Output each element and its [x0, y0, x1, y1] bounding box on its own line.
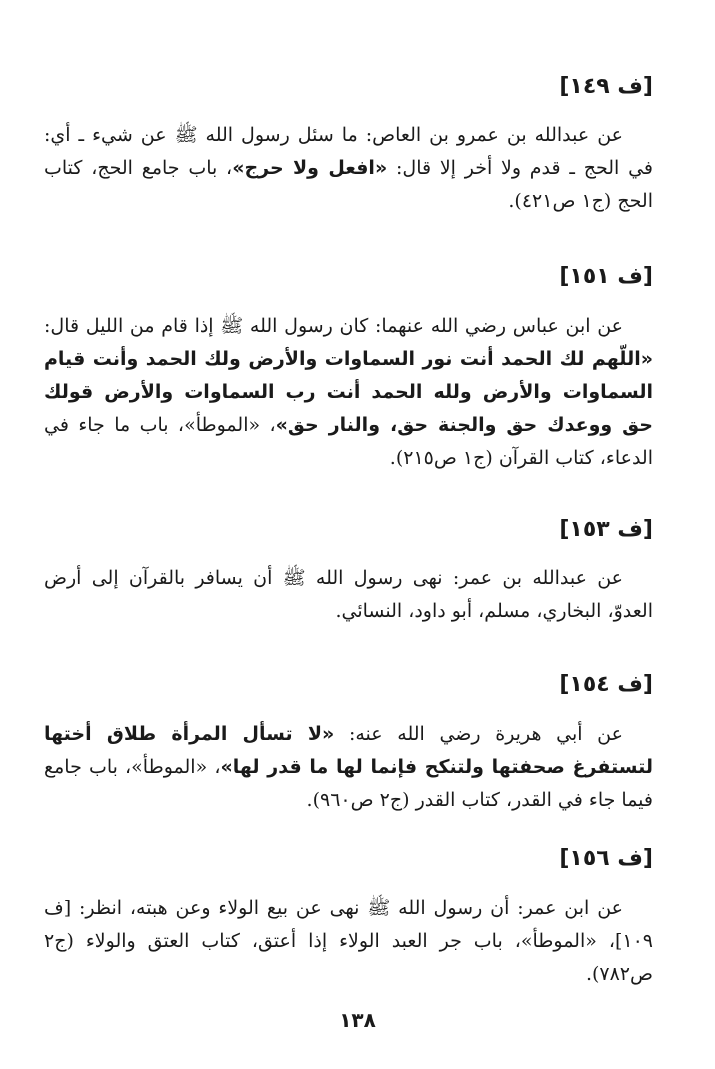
entry-149: [44, 72, 653, 218]
hadith-quote: «لا تسأل المرأة طلاق أختها لتستفرغ صحفتها ولتنكح فإنما لها ما قدر لها»: [44, 723, 653, 778]
text-run: عن أبي هريرة رضي الله عنه:: [334, 723, 623, 745]
entry-text: [44, 562, 653, 628]
page-number: ١٣٨: [339, 1008, 376, 1032]
text-run: عن ابن عمر: أن رسول الله ﷺ نهى عن بيع الولاء وعن هبته، انظر: [ف ١٠٩]، «الموطأ»، باب جر العبد الولاء إذا أعتق، كتاب العتق والولاء (ج٢ ص٧٨٢).: [44, 897, 653, 985]
entry-heading: [ف ١٥٦]: [559, 846, 653, 871]
text-run: ، باب جامع الحج، كتاب الحج (ج١ ص٤٢١).: [44, 157, 653, 212]
hadith-quote: «اللّهم لك الحمد أنت نور السماوات والأرض ولك الحمد وأنت قيام السماوات والأرض ولله الحمد أنت رب السماوات والأرض قولك حق ووعدك حق والجنة حق، والنار حق»: [44, 348, 653, 436]
entry-heading: [ف ١٤٩]: [559, 74, 653, 99]
entry-text: [44, 892, 653, 991]
entry-heading: [ف ١٥٣]: [559, 517, 653, 542]
entry-text: [44, 718, 653, 817]
hadith-quote: «افعل ولا حرج»: [232, 157, 388, 179]
text-run: ، «الموطأ»، باب ما جاء في الدعاء، كتاب القرآن (ج١ ص٢١٥).: [44, 414, 653, 469]
entry-153: [44, 515, 653, 628]
page: [44, 0, 653, 1069]
entry-151: [44, 262, 653, 475]
entry-text: [44, 310, 653, 475]
text-run: عن ابن عباس رضي الله عنهما: كان رسول الله ﷺ إذا قام من الليل قال:: [44, 315, 623, 337]
entry-156: [44, 844, 653, 991]
text-run: ، «الموطأ»، باب جامع فيما جاء في القدر، كتاب القدر (ج٢ ص٩٦٠).: [44, 756, 653, 811]
entry-text: [44, 119, 653, 218]
entry-heading: [ف ١٥٤]: [559, 672, 653, 697]
text-run: عن عبدالله بن عمرو بن العاص: ما سئل رسول الله ﷺ عن شيء ـ أي: في الحج ـ قدم ولا أخر إلا قال:: [44, 124, 653, 179]
entry-heading: [ف ١٥١]: [559, 264, 653, 289]
entry-154: [44, 670, 653, 817]
text-run: عن عبدالله بن عمر: نهى رسول الله ﷺ أن يسافر بالقرآن إلى أرض العدوّ، البخاري، مسلم، أبو داود، النسائي.: [44, 567, 653, 622]
